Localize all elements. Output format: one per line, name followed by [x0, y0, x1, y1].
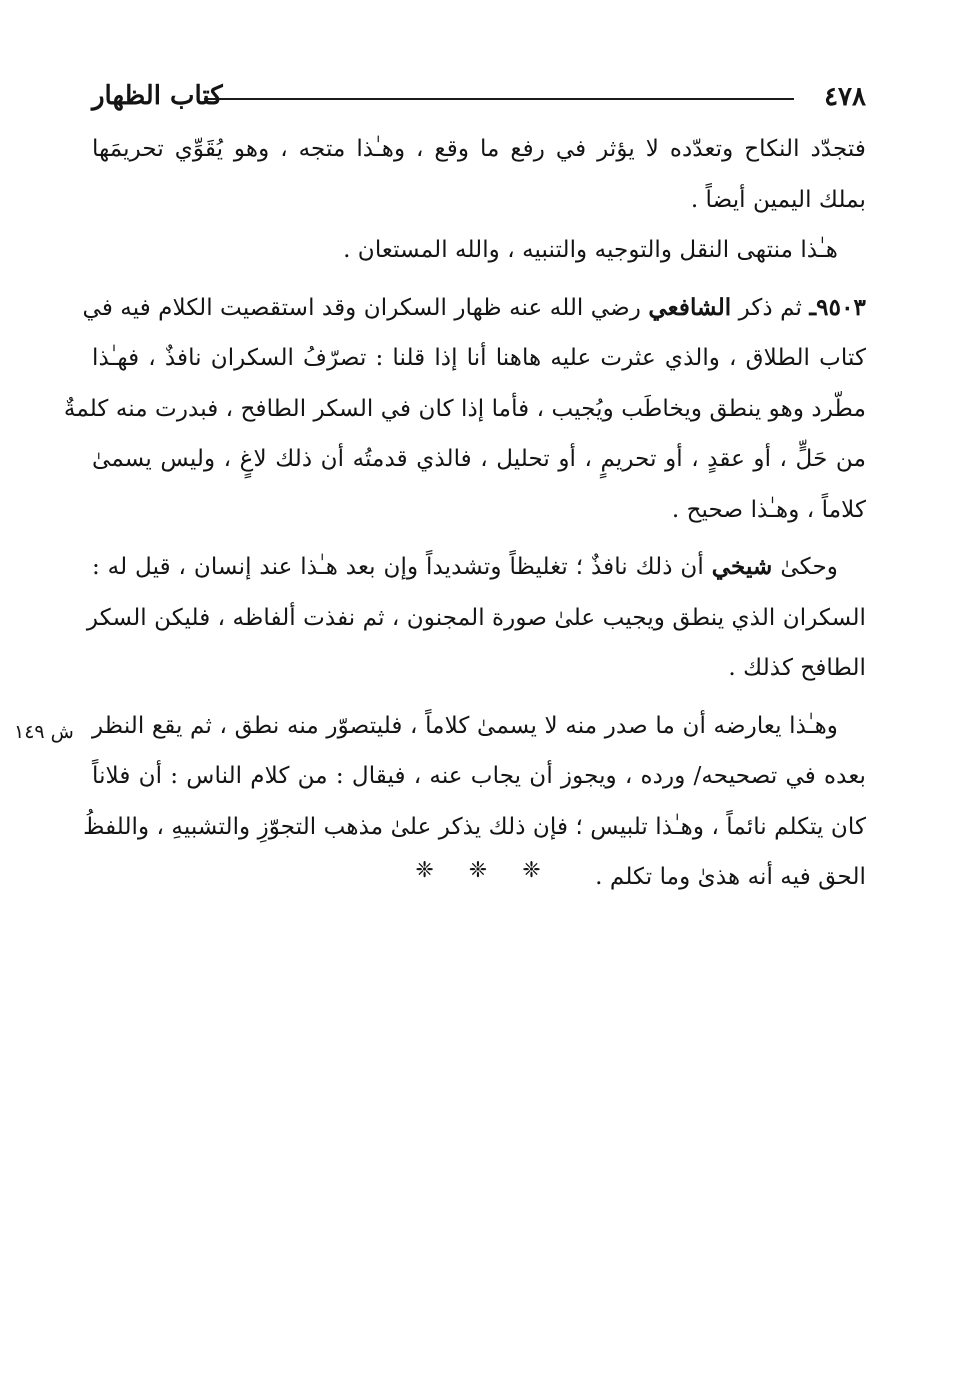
page-header — [92, 78, 866, 118]
text-line: فتجدّد النكاح وتعدّده لا يؤثر في رفع ما وقع ، وهـٰذا متجه ، وهو يُقَوِّي تحريمَها — [92, 135, 866, 162]
section-ornament — [0, 858, 956, 883]
asterism-icon: ❈ — [522, 858, 541, 883]
manuscript-folio-note: ش ١٤٩ — [14, 721, 74, 743]
body-text — [63, 124, 866, 903]
header-rule — [204, 98, 794, 100]
text-segment: أن ذلك نافذٌ ؛ تغليظاً وتشديداً وإن بعد هـٰذا عند إنسان ، قيل له : — [92, 553, 704, 580]
text-line: هـٰذا منتهى النقل والتوجيه والتنبيه ، والله المستعان . — [343, 236, 838, 263]
page-number: ٤٧٨ — [824, 82, 866, 112]
text-segment: رضي الله عنه ظهار السكران وقد استقصيت الكلام فيه في — [82, 293, 641, 321]
paragraph-sheikh — [86, 542, 866, 694]
paragraph-9503 — [63, 283, 866, 536]
paragraph-closing-note — [92, 225, 866, 276]
text-line — [92, 542, 866, 593]
text-line: السكران الذي ينطق ويجيب علىٰ صورة المجنون ، ثم نفذت ألفاظه ، فليكن السكر — [86, 603, 866, 631]
text-segment: وحكىٰ — [780, 553, 839, 580]
text-line: وهـٰذا يعارضه أن ما صدر منه لا يسمىٰ كلاماً ، فليتصوّر منه نطق ، ثم يقع النظر — [92, 711, 838, 739]
text-line: مطّرد وهو ينطق ويخاطَب ويُجيب ، فأما إذا كان في السكر الطافح ، فبدرت منه كلمةٌ — [63, 394, 866, 422]
asterism-icon: ❈ — [468, 858, 488, 883]
text-line: كلاماً ، وهـٰذا صحيح . — [671, 495, 866, 523]
sheikh-name: شيخي — [711, 553, 773, 580]
text-line: الحق فيه أنه هذىٰ وما تكلم . — [595, 863, 866, 890]
text-line: من حَلٍّ ، أو عقدٍ ، أو تحريمٍ ، أو تحليل ، فالذي قدمتُه أن ذلك لاغٍ ، وليس يسمىٰ — [92, 445, 866, 472]
paragraph-continuation — [92, 124, 866, 225]
author-name: الشافعي — [648, 293, 732, 321]
paragraph-number: ٩٥٠٣ـ — [809, 293, 866, 321]
text-line: بعده في تصحيحه/ ورده ، ويجوز أن يجاب عنه ، فيقال : من كلام الناس : أن فلاناً — [92, 762, 866, 789]
text-line: كتاب الطلاق ، والذي عثرت عليه هاهنا أنا إذا قلنا : تصرّفُ السكران نافذٌ ، فهـٰذا — [92, 344, 866, 371]
running-title: كتاب الظهار — [92, 81, 223, 111]
text-line: الطافح كذلك . — [728, 654, 866, 681]
asterism-icon: ❈ — [415, 858, 434, 883]
text-line: بملك اليمين أيضاً . — [690, 185, 866, 213]
text-segment: ثم ذكر — [738, 293, 802, 321]
text-line — [82, 283, 866, 334]
text-line: كان يتكلم نائماً ، وهـٰذا تلبيس ؛ فإن ذلك يذكر علىٰ مذهب التجوّزِ والتشبيهِ ، واللفظُ — [83, 812, 866, 840]
